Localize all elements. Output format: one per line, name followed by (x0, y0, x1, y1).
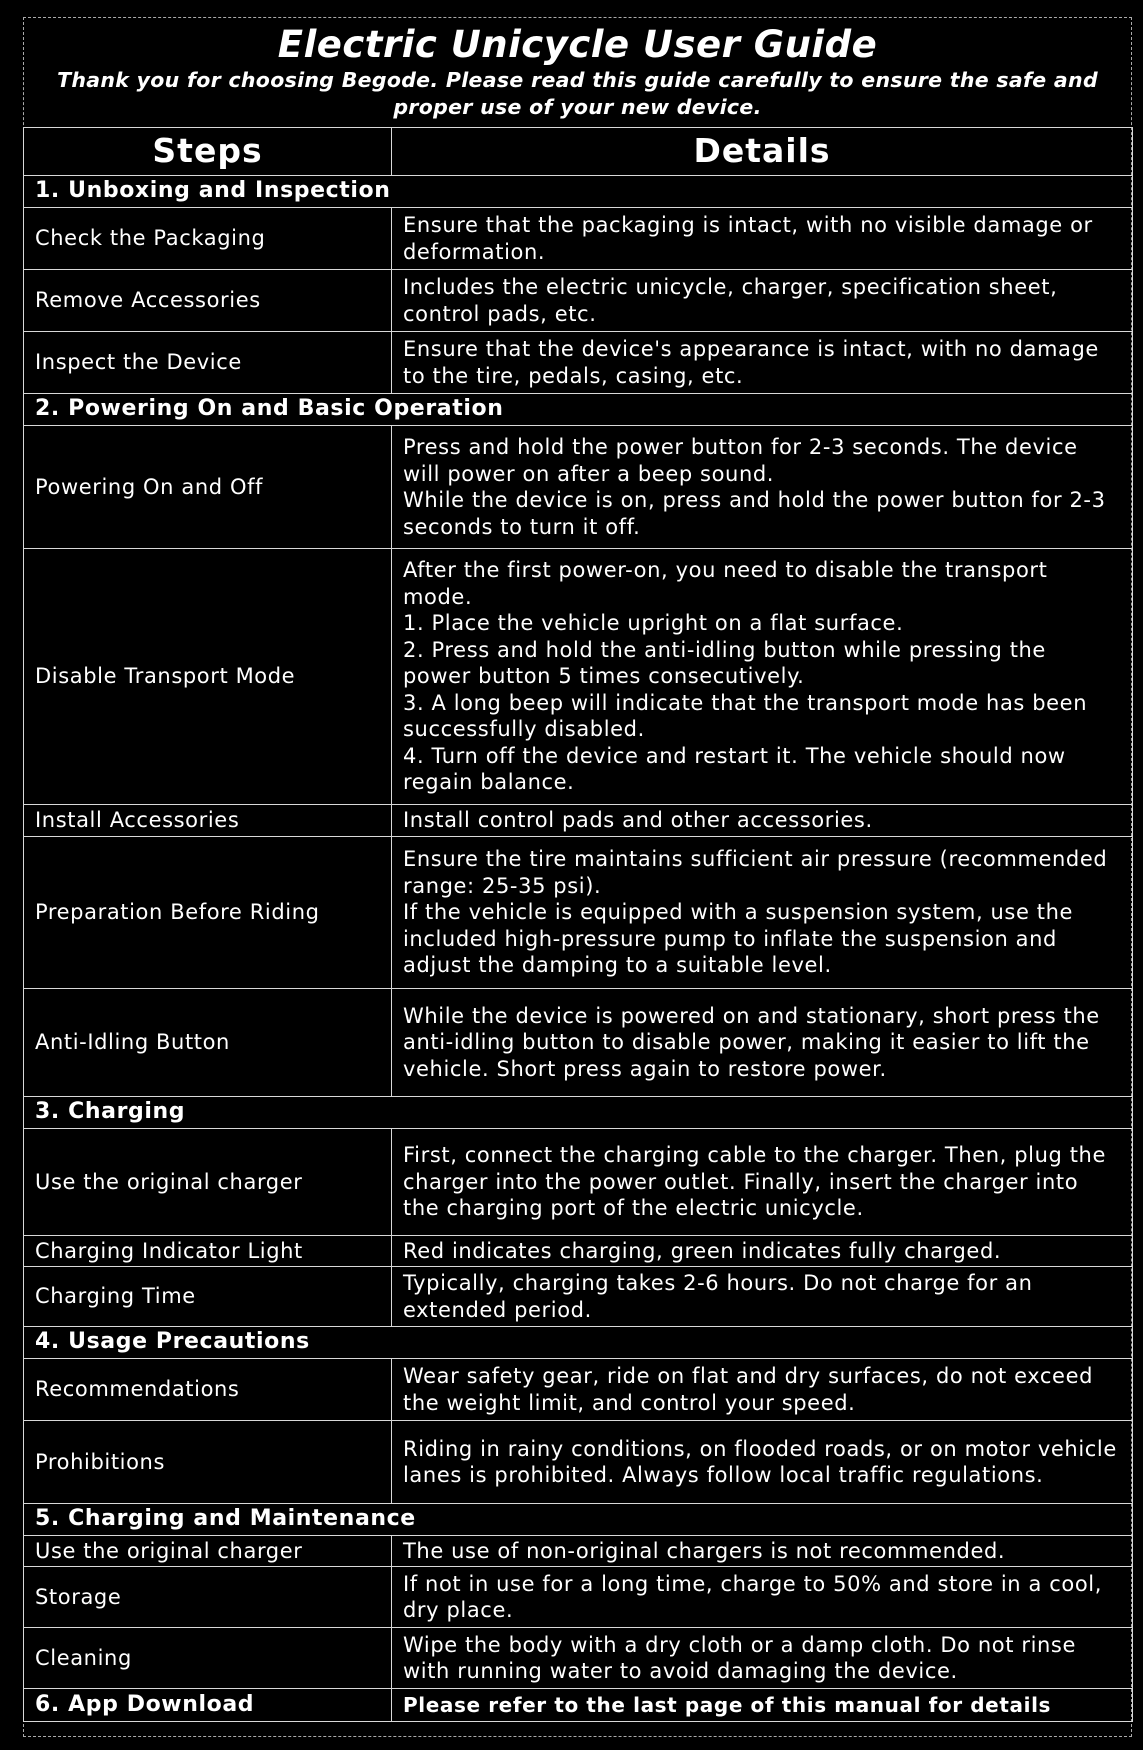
details-column-header: Details (392, 128, 1133, 176)
section-row (24, 1097, 1133, 1129)
table-header-row (24, 128, 1133, 176)
step-cell: Preparation Before Riding (24, 837, 392, 989)
section-title: 6. App Download (24, 1689, 392, 1722)
steps-column-header: Steps (24, 128, 392, 176)
step-cell: Charging Indicator Light (24, 1236, 392, 1267)
section-title: 2. Powering On and Basic Operation (24, 394, 1133, 426)
section-title: 5. Charging and Maintenance (24, 1504, 1133, 1536)
table-row (24, 1536, 1133, 1567)
step-cell: Powering On and Off (24, 426, 392, 549)
table-row (24, 332, 1133, 394)
table-row (24, 1129, 1133, 1236)
step-cell: Charging Time (24, 1267, 392, 1327)
detail-cell: Please refer to the last page of this manual for details (392, 1689, 1133, 1722)
step-cell: Use the original charger (24, 1129, 392, 1236)
table-row (24, 270, 1133, 332)
step-cell: Install Accessories (24, 805, 392, 837)
step-cell: Check the Packaging (24, 208, 392, 270)
table-row (24, 1267, 1133, 1327)
table-row (24, 549, 1133, 805)
section-row (24, 1504, 1133, 1536)
step-cell: Remove Accessories (24, 270, 392, 332)
section-row (24, 176, 1133, 208)
detail-cell: First, connect the charging cable to the charger. Then, plug the charger into the power outlet. Finally, insert the charger into the charging port of the electric unicycle. (392, 1129, 1133, 1236)
step-cell: Anti-Idling Button (24, 989, 392, 1097)
table-row (24, 837, 1133, 989)
detail-cell: Red indicates charging, green indicates fully charged. (392, 1236, 1133, 1267)
detail-cell: Wipe the body with a dry cloth or a damp cloth. Do not rinse with running water to avoid damaging the device. (392, 1628, 1133, 1689)
step-cell: Cleaning (24, 1628, 392, 1689)
table-row (24, 1567, 1133, 1628)
table-row (24, 1359, 1133, 1421)
table-row (24, 1628, 1133, 1689)
detail-cell: Wear safety gear, ride on flat and dry surfaces, do not exceed the weight limit, and control your speed. (392, 1359, 1133, 1421)
step-cell: Use the original charger (24, 1536, 392, 1567)
section-title: 4. Usage Precautions (24, 1327, 1133, 1359)
detail-cell: Riding in rainy conditions, on flooded roads, or on motor vehicle lanes is prohibited. Always follow local traffic regulations. (392, 1421, 1133, 1504)
detail-cell: Press and hold the power button for 2-3 seconds. The device will power on after a beep sound. While the device is on, press and hold the power button for 2-3 seconds to turn it off. (392, 426, 1133, 549)
table-row (24, 989, 1133, 1097)
table-row (24, 208, 1133, 270)
guide-table (23, 127, 1133, 1722)
detail-cell: Includes the electric unicycle, charger, specification sheet, control pads, etc. (392, 270, 1133, 332)
step-cell: Storage (24, 1567, 392, 1628)
guide-title: Electric Unicycle User Guide (277, 23, 878, 66)
step-cell: Disable Transport Mode (24, 549, 392, 805)
step-cell: Recommendations (24, 1359, 392, 1421)
table-row (24, 1421, 1133, 1504)
detail-cell: Ensure the tire maintains sufficient air pressure (recommended range: 25-35 psi). If the vehicle is equipped with a suspension system, use the included high-pressure pump to inflate the suspension and adjust the damping to a suitable level. (392, 837, 1133, 989)
detail-cell: The use of non-original chargers is not recommended. (392, 1536, 1133, 1567)
table-row (24, 805, 1133, 837)
detail-cell: Ensure that the device's appearance is intact, with no damage to the tire, pedals, casing, etc. (392, 332, 1133, 394)
step-cell: Prohibitions (24, 1421, 392, 1504)
guide-header (23, 17, 1132, 126)
detail-cell: After the first power-on, you need to disable the transport mode. 1. Place the vehicle upright on a flat surface. 2. Press and hold the anti-idling button while pressing the power button 5 times consecutively. 3. A long beep will indicate that the transport mode has been successfully disabled. 4. Turn off the device and restart it. The vehicle should now regain balance. (392, 549, 1133, 805)
detail-cell: Ensure that the packaging is intact, with no visible damage or deformation. (392, 208, 1133, 270)
table-row (24, 426, 1133, 549)
detail-cell: Install control pads and other accessories. (392, 805, 1133, 837)
guide-subtitle: Thank you for choosing Begode. Please read this guide carefully to ensure the safe and proper use of your new device. (57, 68, 1098, 119)
step-cell: Inspect the Device (24, 332, 392, 394)
section-title: 3. Charging (24, 1097, 1133, 1129)
section-row (24, 1689, 1133, 1722)
section-row (24, 394, 1133, 426)
table-row (24, 1236, 1133, 1267)
section-title: 1. Unboxing and Inspection (24, 176, 1133, 208)
detail-cell: If not in use for a long time, charge to 50% and store in a cool, dry place. (392, 1567, 1133, 1628)
section-row (24, 1327, 1133, 1359)
detail-cell: Typically, charging takes 2-6 hours. Do not charge for an extended period. (392, 1267, 1133, 1327)
detail-cell: While the device is powered on and stationary, short press the anti-idling button to disable power, making it easier to lift the vehicle. Short press again to restore power. (392, 989, 1133, 1097)
